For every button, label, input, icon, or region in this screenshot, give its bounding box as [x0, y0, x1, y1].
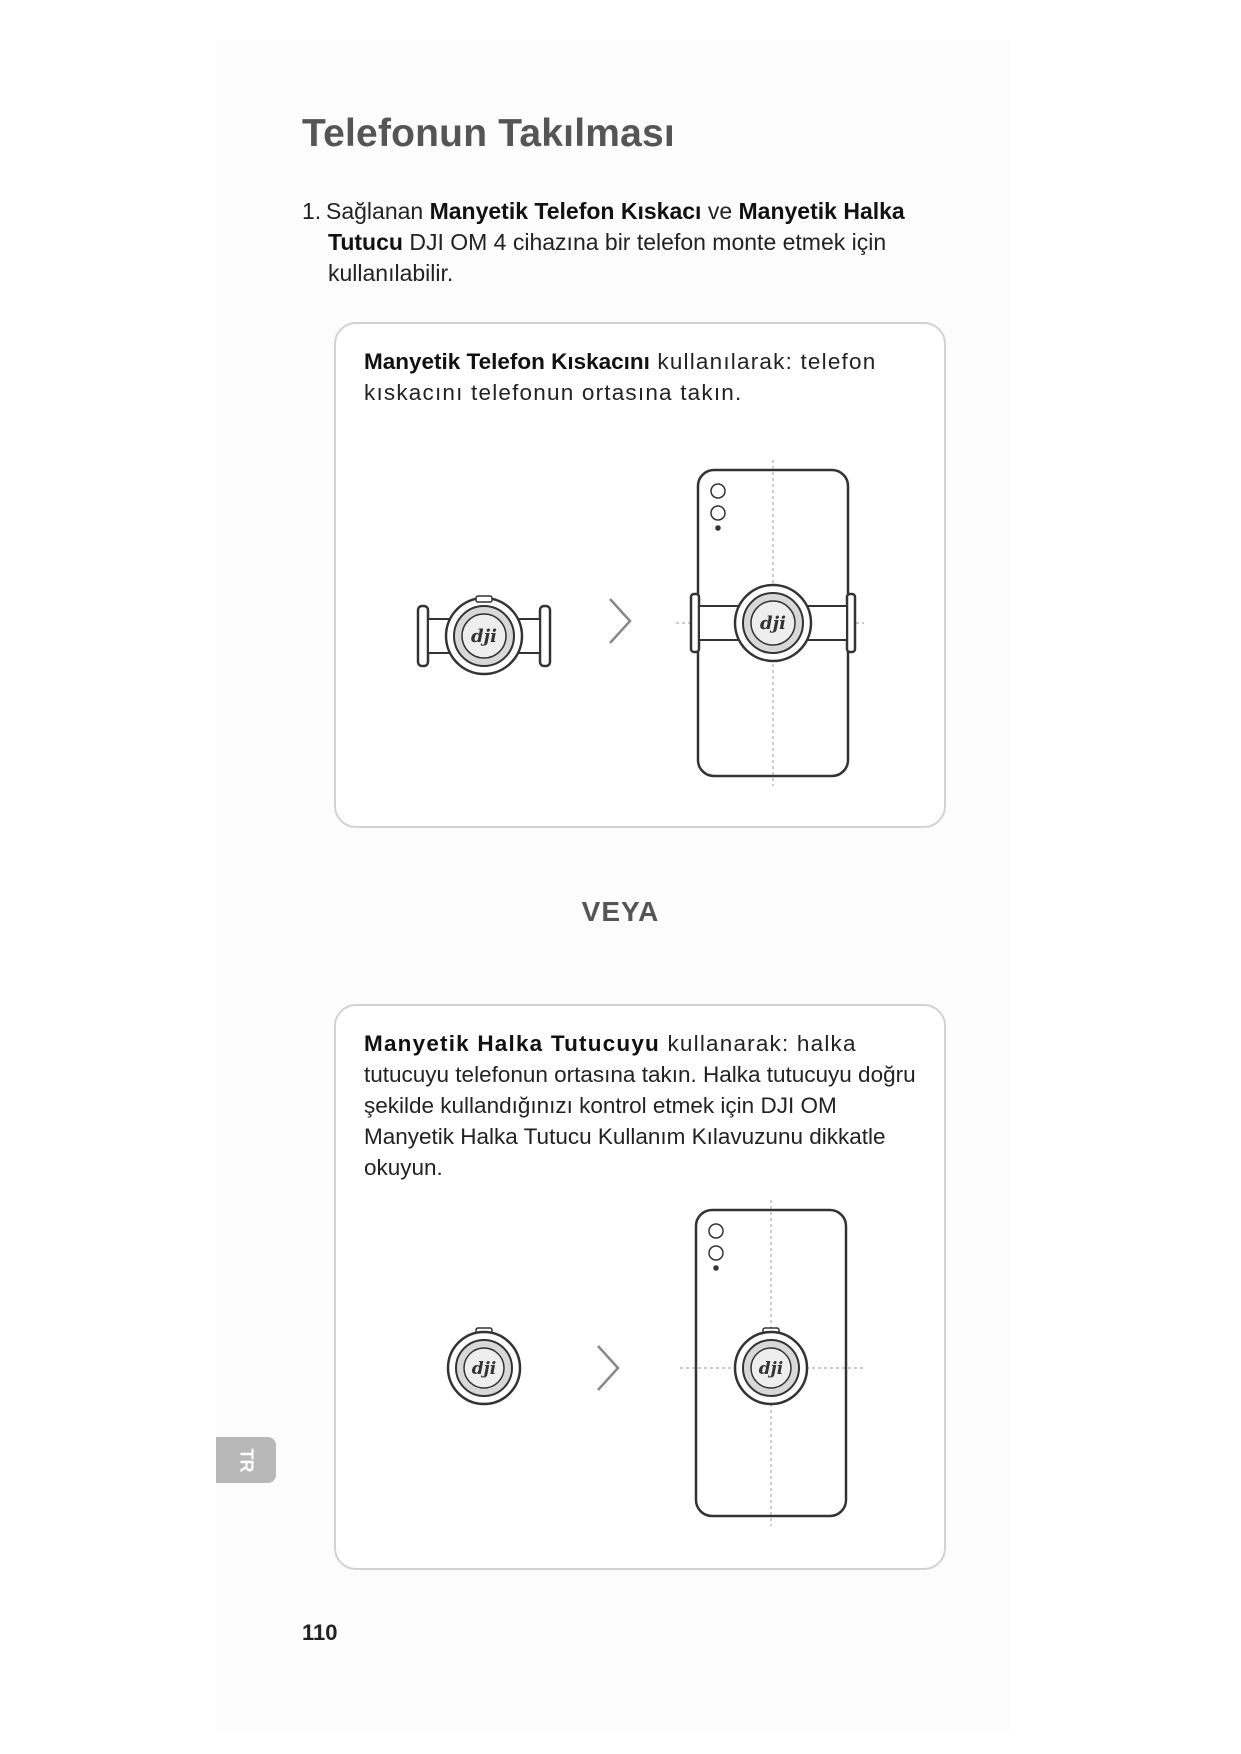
- intro-line-3: kullanılabilir.: [328, 260, 454, 286]
- dji-logo: dji: [471, 1359, 497, 1379]
- page-number: 110: [302, 1620, 338, 1645]
- ring-holder-instruction-card: [334, 1004, 946, 1570]
- ring-holder-illustration: [336, 1006, 948, 1572]
- intro-step: [302, 196, 952, 289]
- language-tab: [216, 1437, 276, 1483]
- ring-holder-text: tutucuyu telefonun ortasına takın. Halka tutucuyu doğru şekilde kullandığınızı kontrol etmek için DJI OM Manyetik Halka Tutucu Kullanım Kılavuzunu dikkatle okuyun.: [364, 1062, 916, 1180]
- arrow-right-icon: [598, 1346, 618, 1390]
- or-separator: VEYA: [581, 896, 660, 927]
- intro-bold-holder: Tutucu: [328, 229, 403, 255]
- clamp-illustration: [336, 324, 948, 830]
- intro-line-2: [302, 227, 952, 258]
- intro-text-start: Sağlanan: [326, 198, 430, 224]
- clamp-bold-label: Manyetik Telefon Kıskacını: [364, 349, 650, 374]
- clamp-instruction-card: [334, 322, 946, 828]
- ring-holder-text-first: kullanarak: halka: [660, 1031, 857, 1056]
- intro-text-mid: ve: [701, 198, 739, 224]
- dji-logo: dji: [758, 1359, 784, 1379]
- intro-bold-clamp: Manyetik Telefon Kıskacı: [429, 198, 702, 224]
- dji-logo: dji: [760, 613, 786, 634]
- language-tab-label: TR: [236, 1448, 257, 1472]
- step-number: 1.: [302, 198, 322, 224]
- clamp-text: kullanılarak: telefon kıskacını telefonun ortasına takın.: [364, 349, 877, 405]
- ring-holder-bold-label: Manyetik Halka Tutucuyu: [364, 1031, 660, 1056]
- intro-text-end: DJI OM 4 cihazına bir telefon monte etmek için: [402, 229, 887, 255]
- page-title: Telefonun Takılması: [302, 112, 675, 155]
- arrow-right-icon: [610, 599, 630, 643]
- dji-logo: dji: [471, 626, 497, 647]
- intro-bold-ring: Manyetik Halka: [738, 198, 905, 224]
